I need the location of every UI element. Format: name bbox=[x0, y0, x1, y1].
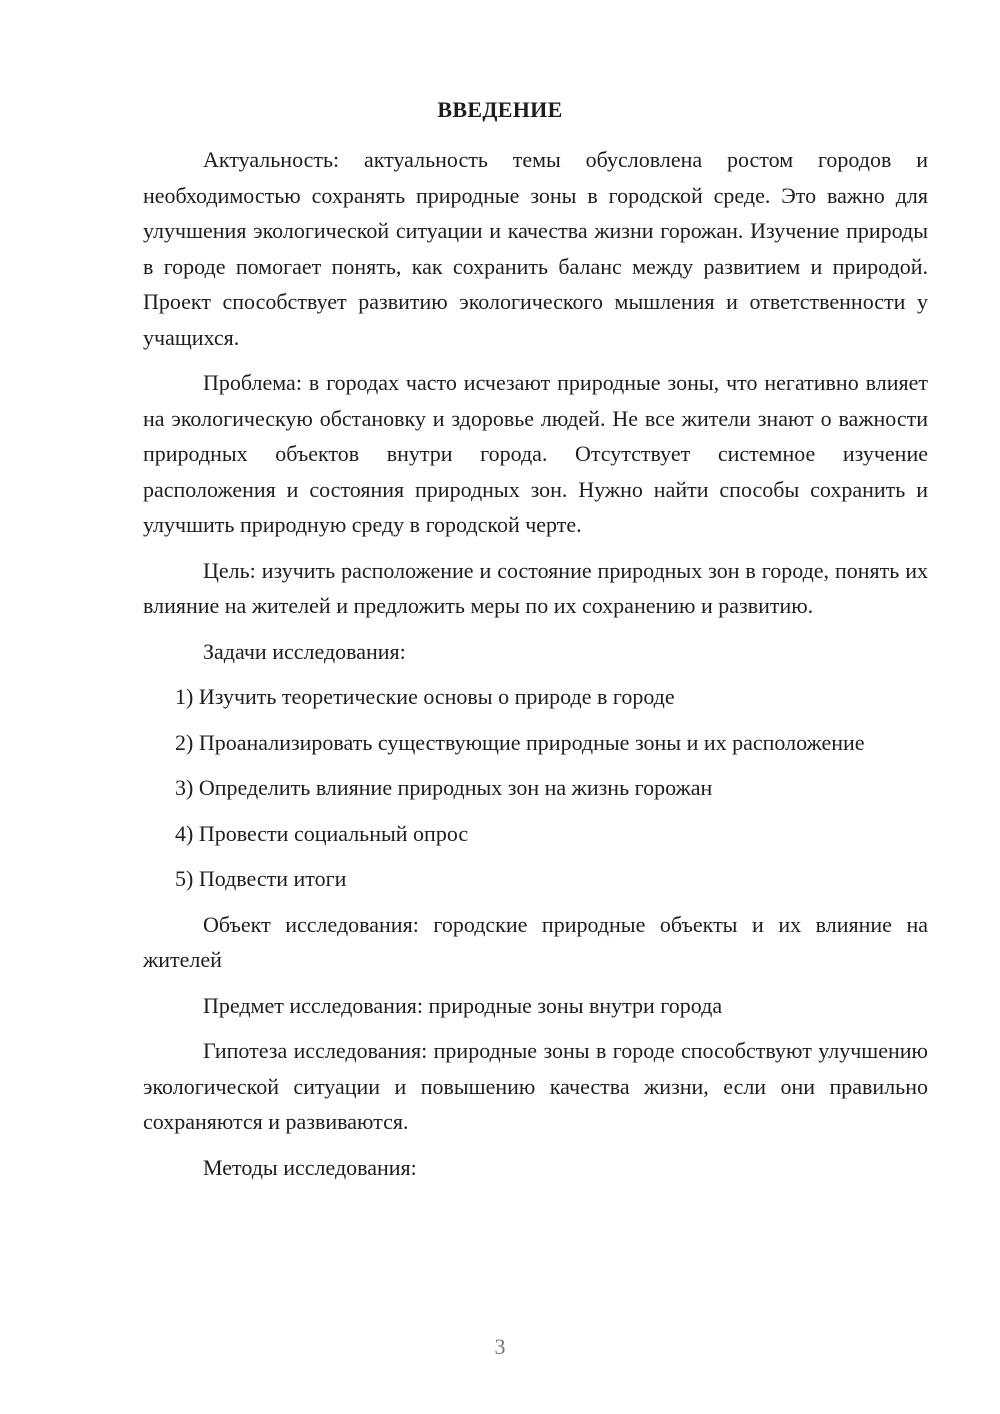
paragraph-methods: Методы исследования: bbox=[203, 1154, 417, 1180]
task-item-3: 3) Определить влияние природных зон на жизнь горожан bbox=[175, 775, 713, 800]
page-title: ВВЕДЕНИЕ bbox=[437, 97, 563, 122]
task-item-1: 1) Изучить теоретические основы о природе в городе bbox=[175, 684, 675, 709]
page-number: 3 bbox=[494, 1334, 506, 1359]
paragraph-object: Объект исследования: городские природные объекты и их влияние на жителей bbox=[143, 911, 928, 972]
task-item-5: 5) Подвести итоги bbox=[175, 866, 347, 891]
document-body bbox=[143, 142, 928, 1195]
paragraph-subject: Предмет исследования: природные зоны внутри города bbox=[203, 992, 723, 1018]
paragraph-hypothesis: Гипотеза исследования: природные зоны в городе способствуют улучшению экологической ситуации и повышению качества жизни, если они правильно сохраняются и развиваются. bbox=[143, 1038, 928, 1134]
paragraph-problem: Проблема: в городах часто исчезают природные зоны, что негативно влияет на экологическую обстановку и здоровье людей. Не все жители знают о важности природных объектов внутри города. Отсутствует системное изучение расположения и состояния природных зон. Нужно найти способы сохранить и улучшить природную среду в городской черте. bbox=[143, 370, 928, 537]
tasks-heading: Задачи исследования: bbox=[203, 638, 406, 664]
paragraph-goal: Цель: изучить расположение и состояние природных зон в городе, понять их влияние на жителей и предложить меры по их сохранению и развитию. bbox=[143, 557, 928, 618]
task-item-2: 2) Проанализировать существующие природные зоны и их расположение bbox=[175, 729, 865, 755]
task-item-4: 4) Провести социальный опрос bbox=[175, 820, 469, 846]
paragraph-relevance: Актуальность: актуальность темы обусловлена ростом городов и необходимостью сохранять природные зоны в городской среде. Это важно для улучшения экологической ситуации и качества жизни горожан. Изучение природы в городе помогает понять, как сохранить баланс между развитием и природой. Проект способствует развитию экологического мышления и ответственности у учащихся. bbox=[143, 147, 928, 350]
